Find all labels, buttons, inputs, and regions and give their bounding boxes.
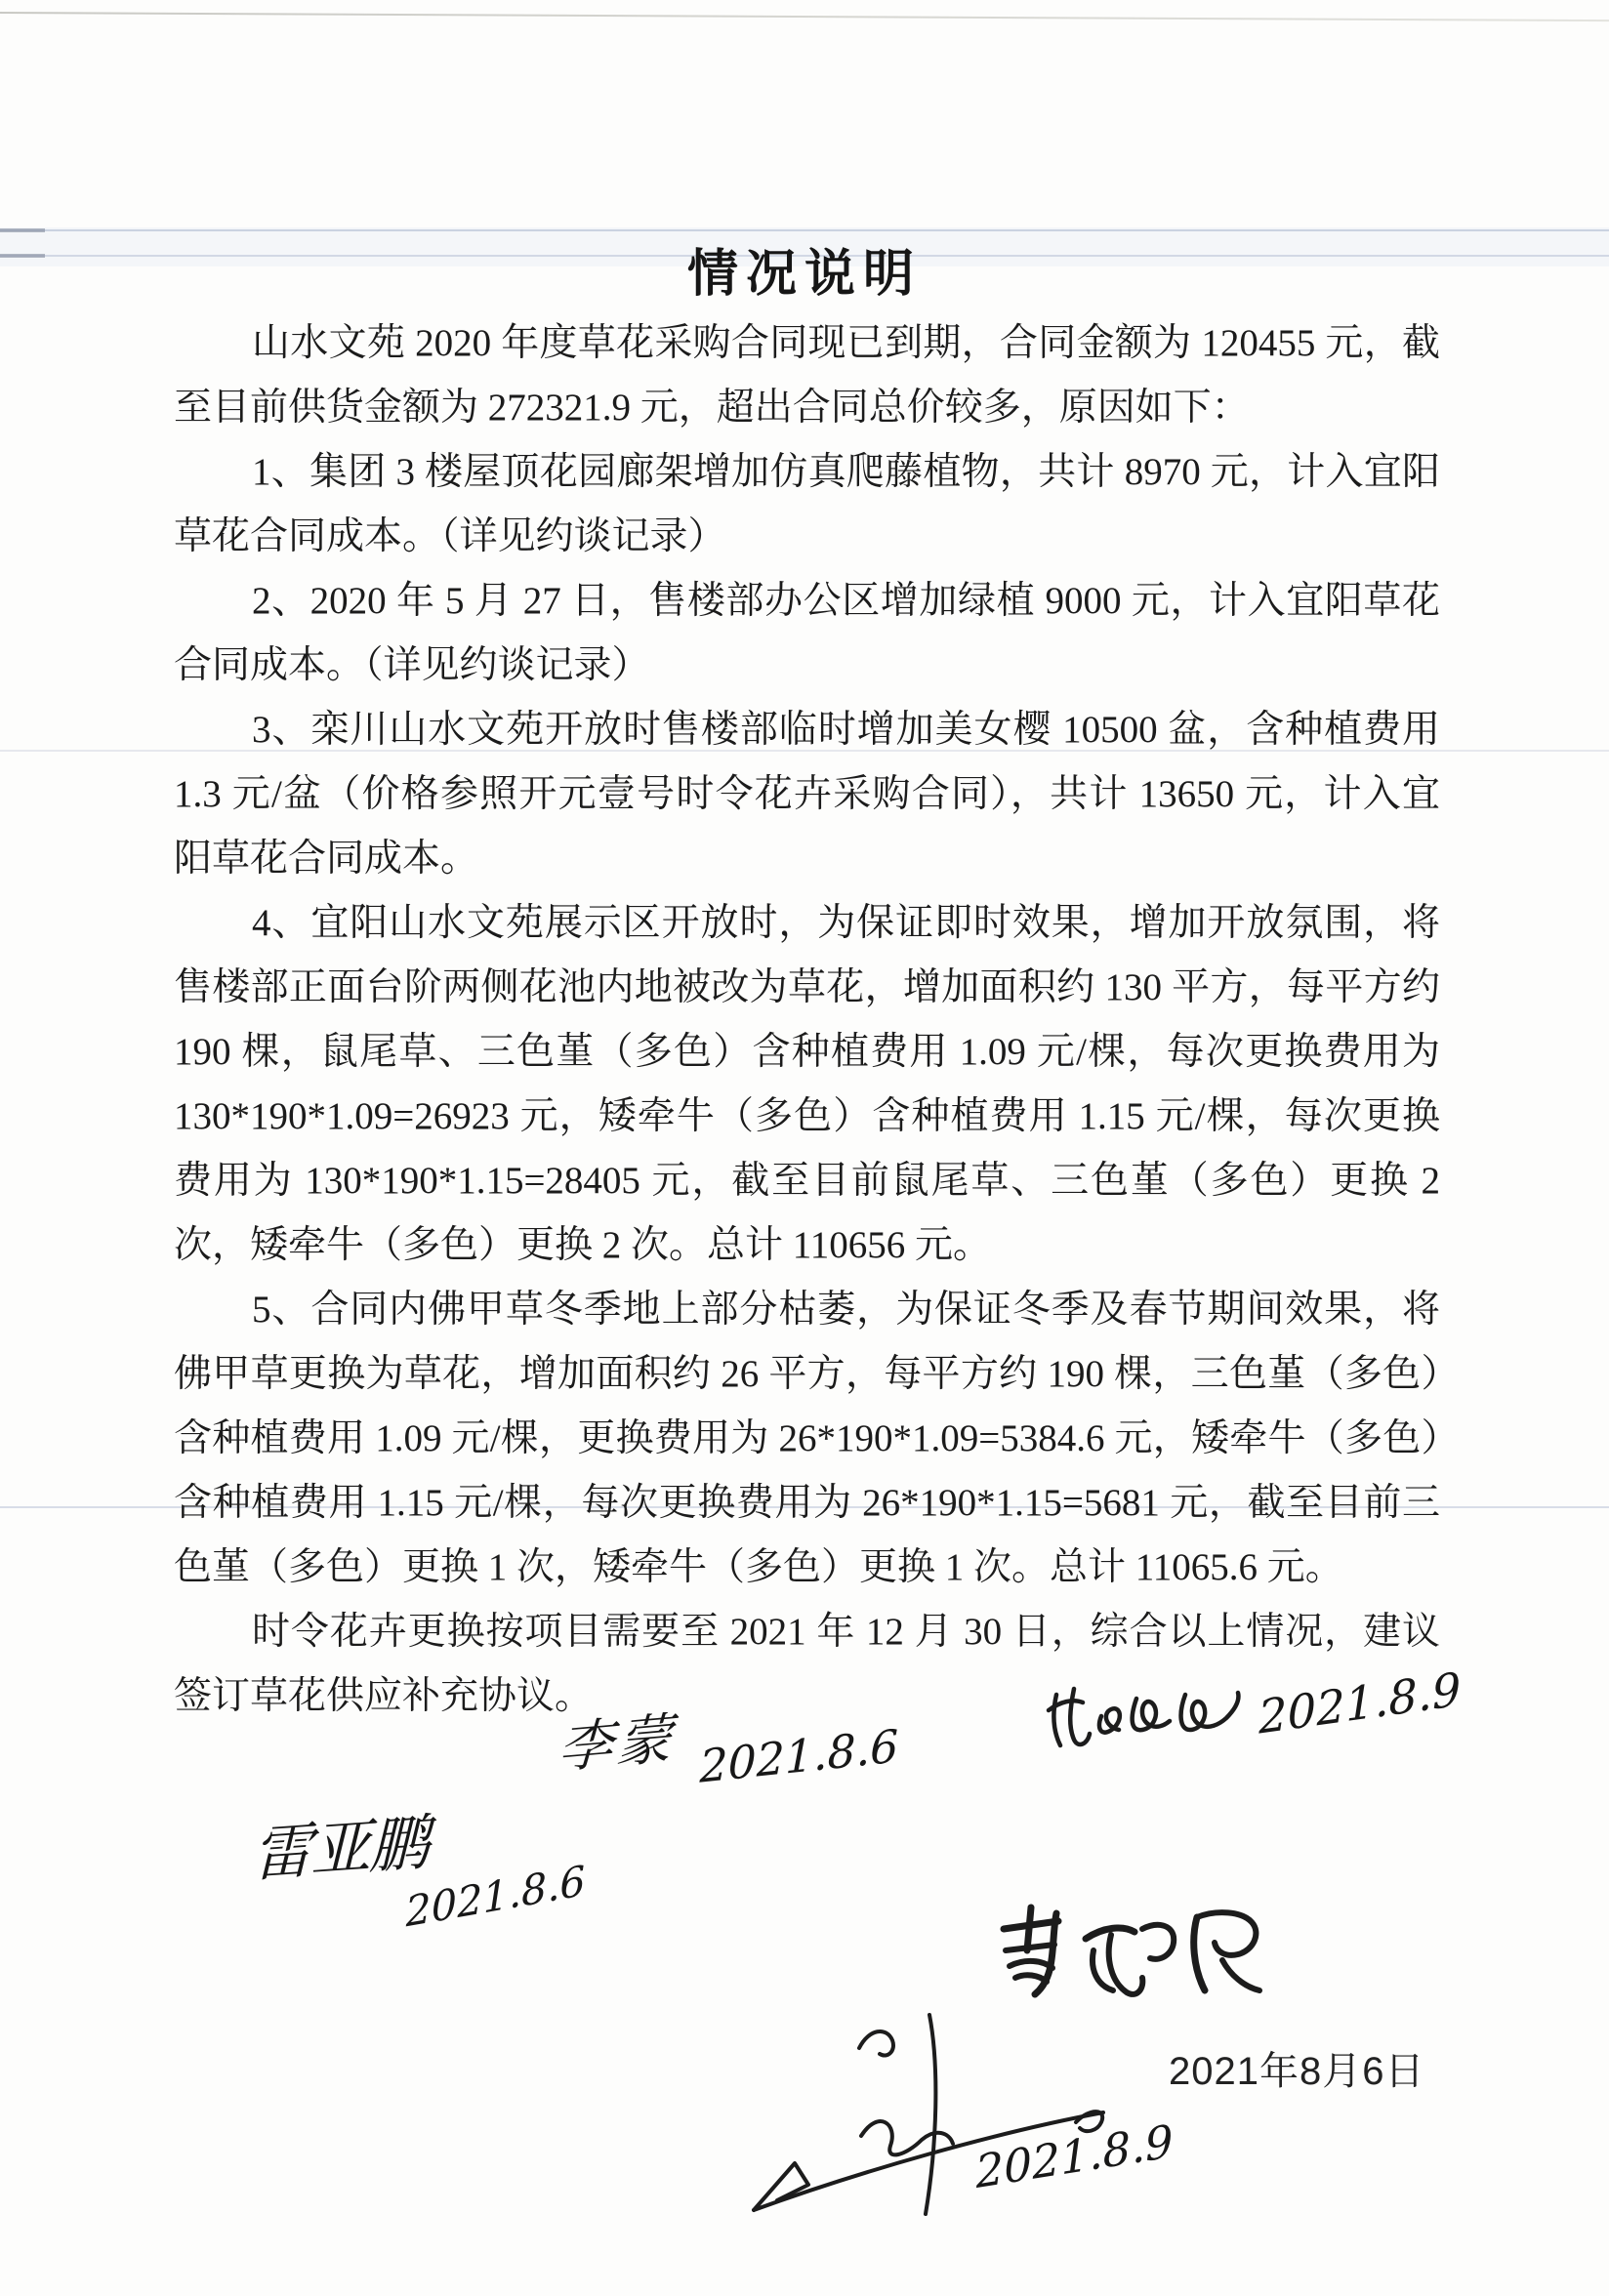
scan-artifact-diagonal-line (0, 12, 1609, 21)
signature-leiyapeng-name: 雷亚鹏 (252, 1806, 428, 1891)
body-paragraph: 4、宜阳山水文苑展示区开放时，为保证即时效果，增加开放氛围，将售楼部正面台阶两侧花池内地被改为草花，增加面积约 130 平方，每平方约 190 棵，鼠尾草、三色堇（多色）含种植费用 1.09 元/棵，每次更换费用为 130*190*1.09=26923 元，矮牵牛（多色）含种植费用 1.15 元/棵，每次更换费用为 130*190*1.15=28405 元，截至目前鼠尾草、三色堇（多色）更换 2 次，矮牵牛（多色）更换 2 次。总计 110656 元。 (174, 902, 1440, 1266)
scan-artifact-line (0, 229, 1609, 231)
signature-leiyapeng-date: 2021.8.6 (404, 1856, 587, 1937)
body-paragraph: 时令花卉更换按项目需要至 2021 年 12 月 30 日，综合以上情况，建议签订草花供应补充协议。 (174, 1611, 1440, 1717)
brush-signature-icon (996, 1900, 1269, 2007)
body-paragraph: 1、集团 3 楼屋顶花园廊架增加仿真爬藤植物，共计 8970 元，计入宜阳草花合同成本。（详见约谈记录） (174, 451, 1440, 557)
signature-stylized-scribble (996, 1900, 1269, 2011)
page-title: 情况说明 (686, 247, 922, 303)
body-paragraph: 5、合同内佛甲草冬季地上部分枯萎，为保证冬季及春节期间效果，将佛甲草更换为草花，增加面积约 26 平方，每平方约 190 棵，三色堇（多色）含种植费用 1.09 元/棵，更换费用为 26*190*1.09=5384.6 元，矮牵牛（多色）含种植费用 1.15 元/棵，每次更换费用为 26*190*1.15=5681 元，截至目前三色堇（多色）更换 1 次，矮牵牛（多色）更换 1 次。总计 11065.6 元。 (174, 1289, 1440, 1588)
signature-limeng-date: 2021.8.6 (699, 1719, 899, 1793)
signature-bao-date: 2021.8.9 (1258, 1662, 1463, 1745)
signature-flourish-scribble (744, 2007, 1125, 2226)
body-paragraph: 2、2020 年 5 月 27 日，售楼部办公区增加绿植 9000 元，计入宜阳草花合同成本。（详见约谈记录） (174, 580, 1440, 686)
body-paragraph: 山水文苑 2020 年度草花采购合同现已到期，合同金额为 120455 元，截至目前供货金额为 272321.9 元，超出合同总价较多，原因如下： (174, 322, 1440, 429)
document-body (174, 311, 1440, 1729)
signature-bao-scribble (1041, 1675, 1251, 1762)
signature-limeng-name: 李蒙 (557, 1706, 678, 1782)
printed-date: 2021年8月6日 (1169, 2050, 1425, 2093)
body-paragraph: 3、栾川山水文苑开放时售楼部临时增加美女樱 10500 盆，含种植费用 1.3 元/盆（价格参照开元壹号时令花卉采购合同），共计 13650 元，计入宜阳草花合同成本。 (174, 709, 1440, 880)
signature-flourish-date: 2021.8.9 (973, 2113, 1176, 2199)
flourish-signature-icon (744, 2007, 1125, 2222)
cursive-signature-icon (1041, 1675, 1251, 1758)
